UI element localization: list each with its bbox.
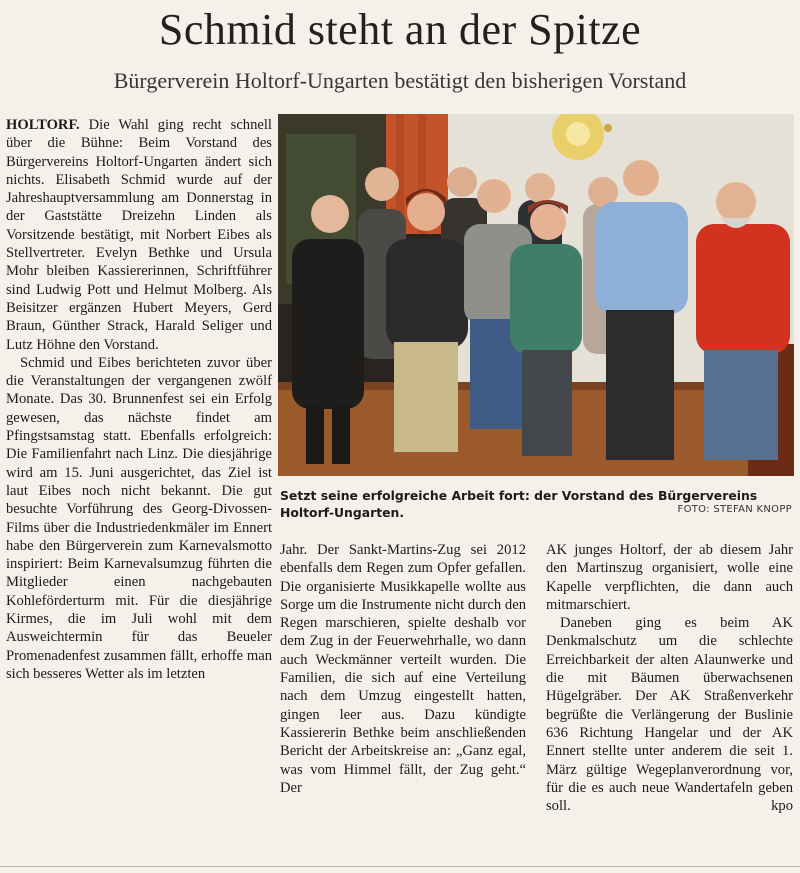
- paragraph: Schmid und Eibes berichteten zuvor über die Veranstaltungen der vergangenen zwölf Monate. Das 30. Brunnenfest sei ein Erfolg gewesen, das nächste findet am Pfingstsamstag statt. Ebenfalls erfolgreich: Die Familienfahrt nach Linz. Die diesjährige wird am 15. Juni ausgerichtet, das Ziel ist laut Eibes noch nicht bekannt. Die gut besuchte Vorführung des Georg-Divossen-Films über die Industriedenkmäler im Ennert habe den Bürgerverein zum Karnevalsmotto inspiriert: Beim Karnevalsumzug führten die Mitglieder einen nachgebauten Kohleförderturm mit. Für die diesjährige Kirmes, die im Juli wohl mit dem Ausweichtermin für das Beueler Promenadenfest zusammen fällt, erhoffe man sich besseres Wetter als im letzten: [6, 354, 272, 682]
- paragraph: [546, 614, 793, 815]
- subheadline: Bürgerverein Holtorf-Ungarten bestätigt den bisherigen Vorstand: [113, 68, 687, 93]
- paragraph: AK junges Holtorf, der ab diesem Jahr den Martinszug organisiert, wolle eine Kapelle verpflichten, die dann auch mitmarschiert.: [546, 542, 793, 613]
- paragraph-text: Daneben ging es beim AK Denkmalschutz um die schlechte Erreichbarkeit der alten Alaunwerke und die mit Bäumen überwachsenen Hügelgräber. Der AK Straßenverkehr begrüßte die Verlängerung der Buslinie 636 Richtung Hangelar und der AK Ennert stellte unter anderem die seit 1. März gültige Wegeplanverordnung vor, für die es auch neue Wandertafeln geben soll.: [546, 615, 793, 815]
- group-photo-image: [278, 114, 794, 476]
- paragraph: [6, 116, 272, 354]
- group-photo: [278, 114, 794, 476]
- photo-caption: Setzt seine erfolgreiche Arbeit fort: der Vorstand des Bürgervereins Holtorf-Ungarten.: [280, 488, 758, 520]
- paragraph: Jahr. Der Sankt-Martins-Zug sei 2012 ebenfalls dem Regen zum Opfer gefallen. Die organisierte Musikkapelle wollte aus Sorge um die Instrumente nicht durch den Regen marschieren, spielte deshalb vor dem Zug in der Feuerwehrhalle, wo dann auch Weckmänner verteilt wurden. Die Familien, die sich auf eine Verteilung nach dem Umzug eingestellt hatten, gingen leer aus. Dazu kündigte Kassiererin Bethke beim anschließenden Bericht der Arbeitskreise an: „Ganz egal, was vom Himmel fällt, der Zug geht.“ Der: [280, 542, 526, 796]
- author-initials: kpo: [771, 798, 793, 815]
- dateline: HOLTORF.: [6, 117, 80, 133]
- article-column-1: [6, 116, 272, 683]
- photo-credit: FOTO: STEFAN KNOPP: [677, 504, 792, 515]
- headline: Schmid steht an der Spitze: [158, 5, 642, 54]
- article-column-3: [546, 541, 793, 815]
- article-column-2: [280, 541, 526, 797]
- paragraph-text: Die Wahl ging recht schnell über die Bühne: Beim Vorstand des Bürgervereins Holtorf-Ungarten ändert sich nichts. Elisabeth Schmid wurde auf der Jahreshauptversammlung am Donnerstag in der Gaststätte Dreizehn Linden als Vorsitzende bestätigt, mit Norbert Eibes als Stellvertreter. Evelyn Bethke und Ursula Mohr bleiben Kassiererinnen, Schriftführer sind Ludwig Pott und Helmut Molberg. Als Beisitzer ergänzen Hubert Meyers, Gerd Braun, Günther Strack, Harald Seliger und Lutz Höhne den Vorstand.: [6, 117, 272, 353]
- bottom-rule: [0, 866, 800, 867]
